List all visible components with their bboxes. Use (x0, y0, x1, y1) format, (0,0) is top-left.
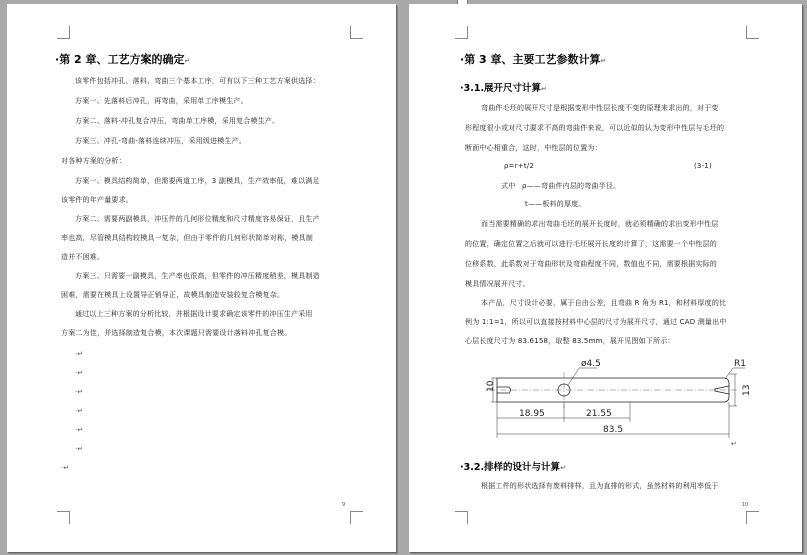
paragraph-line: 困难，需要在模具上设置导正销导正，故模具制造安装较复合模复杂。 (61, 291, 285, 299)
crop-mark-top-right (746, 26, 759, 39)
page-number: 10 (742, 502, 749, 508)
paragraph-line: 方案一、先落料后冲孔，再弯曲，采用单工序模生产。 (75, 97, 248, 105)
document-page-9[interactable] (7, 4, 396, 552)
crop-mark-top-right (350, 26, 363, 39)
unfolded-part-drawing (469, 356, 759, 440)
paragraph-line: 方案一、模具结构简单，但需要两道工序，3 副模具，生产效率低，难以满足 (75, 177, 320, 185)
paragraph-line: 率也高，尽管模具结构较模具一复杂，但由于零件的几何形状简单对称，模具制 (61, 234, 313, 242)
crop-mark-bottom-right (350, 511, 363, 524)
paragraph-line: 通过以上三种方案的分析比较，并根据设计要求确定该零件的冲压生产采用 (75, 310, 313, 318)
paragraph-line: 方案二、落料-冲孔复合冲压，弯曲单工序模，采用复合模生产。 (75, 117, 280, 125)
paragraph-line: 本产品，尺寸设计必要，属于自由公差，且弯曲 R 角为 R1，和材料厚度的比 (481, 299, 727, 307)
where-item: t——板料的厚度。 (525, 200, 586, 208)
paragraph-line: 例为 1:1=1，所以可以直接按材料中心层的尺寸为展开尺寸，通过 CAD 测量出中 (465, 318, 727, 326)
section-heading: ·3.1.展开尺寸计算↵ (460, 83, 547, 94)
empty-paragraph-mark: ·↵ (61, 464, 70, 472)
paragraph-line: 弯曲件毛坯的展开尺寸是根据变形中性层长度不变的原理来求出的，对于变 (481, 104, 719, 112)
crop-mark-top-left (455, 26, 468, 39)
paragraph-line: 方案二、需要两副模具，冲压件的几何形位精度和尺寸精度容易保证，且生产 (75, 215, 320, 223)
empty-paragraph-mark: ·↵ (75, 369, 84, 377)
page-number: 9 (342, 502, 346, 508)
crop-mark-bottom-right (746, 511, 759, 524)
crop-mark-bottom-left (57, 511, 70, 524)
paragraph-line: 该零件包括冲孔、落料、弯曲三个基本工序，可有以下三种工艺方案供选择： (75, 77, 320, 85)
dimension-label: 83.5 (603, 425, 624, 435)
crop-mark-top-left (57, 26, 70, 39)
section-heading: ·3.2.排样的设计与计算↵ (460, 462, 566, 473)
formula: ρ=r+t/2 (504, 162, 535, 170)
paragraph-line: 断面中心相重合，这时，中性层的位置为： (465, 144, 602, 152)
paragraph-line: 位移系数，此系数对于弯曲形状及弯曲程度不同，数值也不同，需要根据实际的 (465, 260, 717, 268)
paragraph-line: 模具情况展开尺寸。 (465, 280, 530, 288)
formula-number: (3-1) (694, 162, 712, 170)
paragraph-line: 而当需要精确的求出弯曲毛坯的展开长度时，就必须精确的求出变形中性层 (481, 220, 719, 228)
hole-diameter-label: ø4.5 (581, 359, 601, 369)
paragraph-line: 该零件的年产量要求。 (61, 196, 133, 204)
where-label: 式中 (501, 182, 516, 190)
dimension-label: 18.95 (519, 409, 545, 419)
paragraph-line: 方案三、只需要一副模具，生产率也很高，但零件的冲压精度稍差，模具制造 (75, 272, 320, 280)
empty-paragraph-mark: ·↵ (75, 388, 84, 396)
paragraph-line: 心层长度尺寸为 83.6158，取整 83.5mm，展开见图如下所示： (465, 337, 675, 345)
paragraph-line: 方案三、冲孔-弯曲-落料连续冲压，采用级进模生产。 (75, 137, 247, 145)
paragraph-line: 的位置，确定位置之后就可以进行毛坯展开长度的计算了，这需要一个中性层的 (465, 240, 717, 248)
crop-mark-bottom-left (455, 511, 468, 524)
paragraph-line: 对各种方案的分析： (61, 157, 126, 165)
document-page-10[interactable] (409, 4, 802, 552)
dimension-label: 10 (486, 380, 496, 392)
paragraph-line: 方案二为佳，并选择制造复合模，本次课题只需要设计落料冲孔复合模。 (61, 329, 292, 337)
chapter-heading: ·第 3 章、主要工艺参数计算↵ (460, 53, 607, 66)
empty-paragraph-mark: ·↵ (75, 445, 84, 453)
empty-paragraph-mark: ·↵ (75, 426, 84, 434)
dimension-label: 21.55 (586, 409, 612, 419)
empty-paragraph-mark: ·↵ (75, 350, 84, 358)
dimension-label: 13 (742, 384, 752, 396)
paragraph-line: 形程度很小或对尺寸要求不高的弯曲件来说，可以近似的认为变形中性层与毛坯的 (465, 124, 725, 132)
paragraph-line: 造并不困难。 (61, 253, 105, 261)
empty-paragraph-mark: ·↵ (75, 407, 84, 415)
chapter-heading: ·第 2 章、工艺方案的确定↵ (55, 53, 191, 66)
paragraph-mark: ↵ (731, 440, 737, 448)
where-item: ρ——弯曲件内层的弯曲半径。 (522, 182, 621, 190)
paragraph-line: 根据工件的形状选择有废料排样，且为直排的形式，虽然材料的利用率低于 (481, 482, 719, 490)
radius-label: R1 (734, 359, 746, 369)
